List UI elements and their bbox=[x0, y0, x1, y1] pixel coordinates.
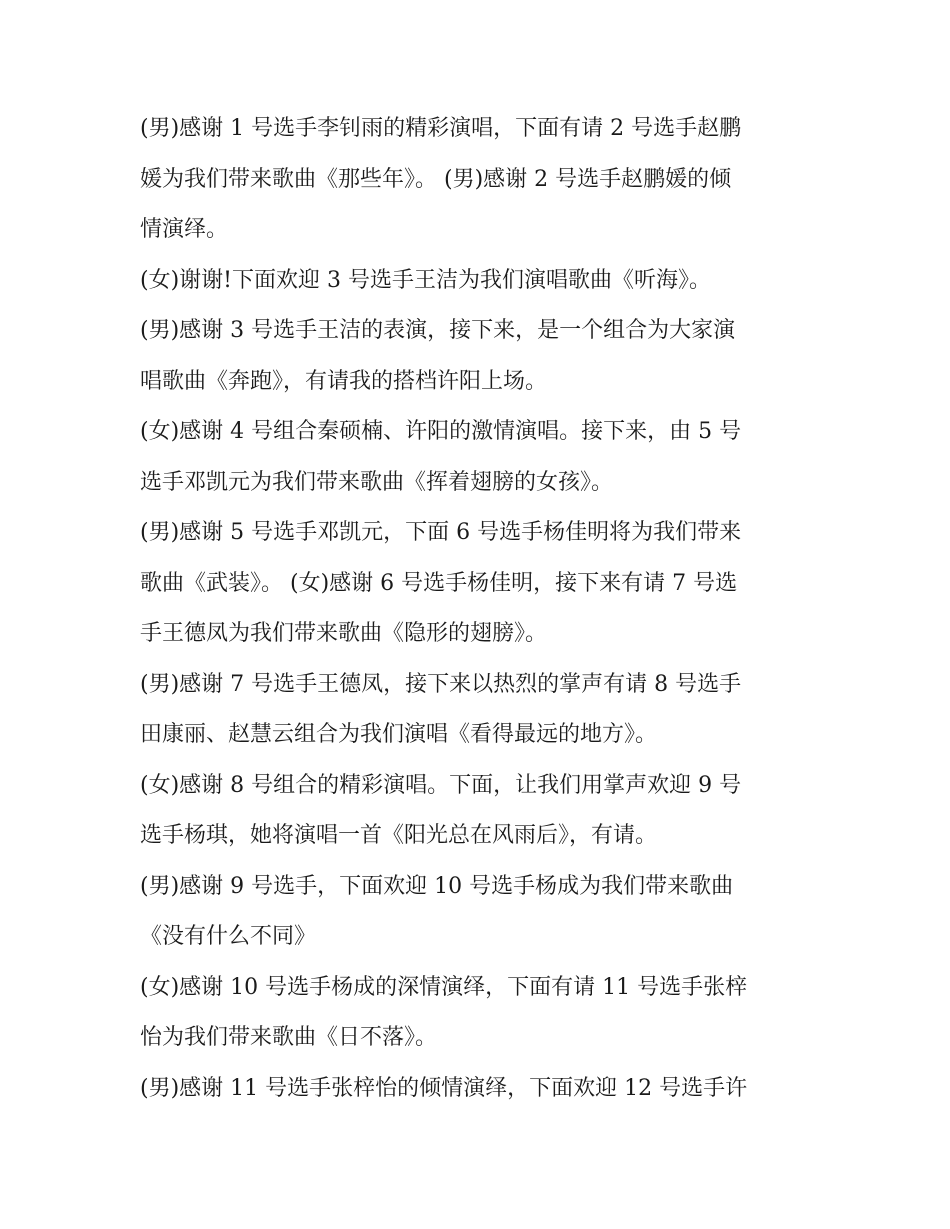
text-line: 怡为我们带来歌曲《日不落》。 bbox=[140, 1025, 438, 1050]
text-line: (男)感谢 11 号选手张梓怡的倾情演绎，下面欢迎 12 号选手许 bbox=[140, 1075, 748, 1101]
text-line: 《没有什么不同》 bbox=[140, 924, 317, 949]
text-line: (男)感谢 7 号选手王德凤，接下来以热烈的掌声有请 8 号选手 bbox=[140, 671, 742, 697]
text-line: 歌曲《武装》。 (女)感谢 6 号选手杨佳明，接下来有请 7 号选 bbox=[140, 570, 738, 596]
text-line: (女)感谢 10 号选手杨成的深情演绎，下面有请 11 号选手张梓 bbox=[140, 974, 748, 1000]
text-line: (男)感谢 1 号选手李钊雨的精彩演唱，下面有请 2 号选手赵鹏 bbox=[140, 116, 742, 141]
text-line: (女)感谢 8 号组合的精彩演唱。下面，让我们用掌声欢迎 9 号 bbox=[140, 772, 742, 798]
text-line: (男)感谢 9 号选手，下面欢迎 10 号选手杨成为我们带来歌曲 bbox=[140, 873, 734, 899]
text-line: 唱歌曲《奔跑》，有请我的搭档许阳上场。 bbox=[140, 368, 548, 394]
text-line: (男)感谢 3 号选手王洁的表演，接下来，是一个组合为大家演 bbox=[140, 318, 736, 343]
text-line: 选手邓凯元为我们带来歌曲《挥着翅膀的女孩》。 bbox=[140, 469, 614, 495]
text-line: 媛为我们带来歌曲《那些年》。 (男)感谢 2 号选手赵鹏媛的倾 bbox=[140, 166, 732, 192]
text-line: (女)谢谢!下面欢迎 3 号选手王洁为我们演唱歌曲《听海》。 bbox=[140, 267, 711, 293]
text-line: (女)感谢 4 号组合秦硕楠、许阳的激情演唱。接下来，由 5 号 bbox=[140, 419, 742, 444]
text-line: 情演绎。 bbox=[140, 217, 229, 242]
text-line: 选手杨琪，她将演唱一首《阳光总在风雨后》，有请。 bbox=[140, 823, 658, 848]
text-line: (男)感谢 5 号选手邓凯元，下面 6 号选手杨佳明将为我们带来 bbox=[140, 520, 742, 545]
document-body bbox=[140, 104, 820, 1114]
text-line: 手王德凤为我们带来歌曲《隐形的翅膀》。 bbox=[140, 621, 548, 646]
text-line: 田康丽、赵慧云组合为我们演唱《看得最远的地方》。 bbox=[140, 722, 658, 747]
